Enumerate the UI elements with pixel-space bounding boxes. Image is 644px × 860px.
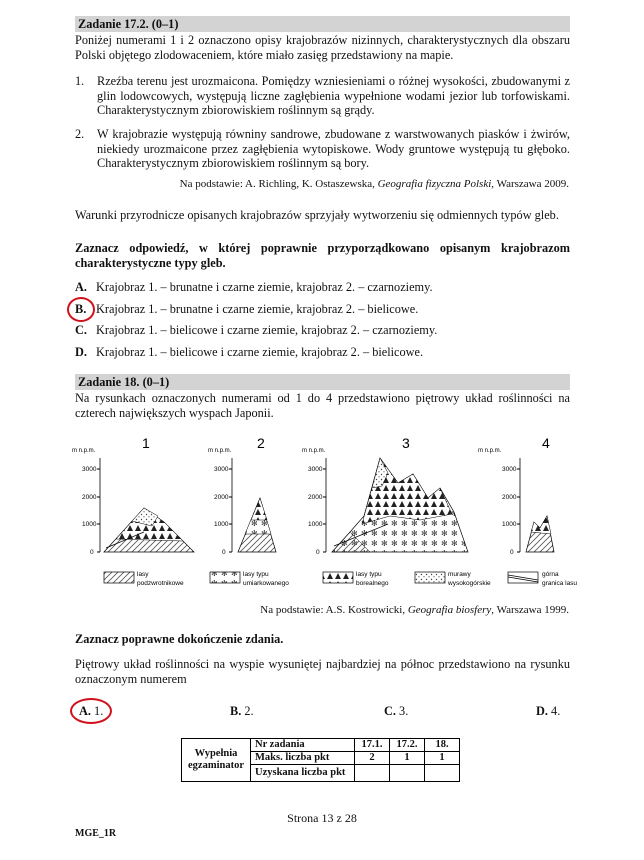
legend-temperate-line1: lasy typu <box>243 571 269 578</box>
source-17 <box>180 177 569 192</box>
answer-18-a-text: 1. <box>94 704 104 718</box>
panel-3-tick-3000: 3000 <box>308 466 323 473</box>
vegetation-zones-figure <box>70 428 580 598</box>
option-17-d-letter: D. <box>75 345 87 359</box>
answer-circle-18 <box>70 698 112 724</box>
source-17-title: Geografia fizyczna Polski <box>377 178 492 190</box>
score-max-18: 1 <box>425 752 460 765</box>
task-17-2-instruction: Zaznacz odpowiedź, w której poprawnie przyporządkowano opisanym krajobrazom charakterystyczne typy gleb. <box>75 241 570 270</box>
task-18-header: Zadanie 18. (0–1) <box>75 374 570 390</box>
panel-2-tick-1000: 1000 <box>214 521 229 528</box>
exam-code: MGE_1R <box>75 828 117 839</box>
description-2-text: W krajobrazie występują równiny sandrowe, zbudowane z warstwowanych piasków i żwirów, niekiedy urozmaicone przez zagłębienia wytopiskowe. Wody gruntowe występują tu głęboko. Charakterystycznym zbiorowiskiem roślinnym są bory. <box>97 127 570 170</box>
score-task-18: 18. <box>425 739 460 752</box>
score-max-17-1: 2 <box>355 752 390 765</box>
panel-4-tick-0: 0 <box>510 549 514 556</box>
answer-18-b[interactable] <box>230 704 254 719</box>
panel-1-tick-2000: 2000 <box>82 494 97 501</box>
source-18 <box>260 603 569 618</box>
panel-4-unit: m n.p.m. <box>478 448 502 454</box>
score-table-side-label <box>182 739 251 782</box>
legend-temperate-line2: umiarkowanego <box>243 580 289 587</box>
score-task-17-2: 17.2. <box>390 739 425 752</box>
legend-treeline-line1: górna <box>542 571 559 578</box>
answer-18-d-text: 4. <box>551 704 561 718</box>
score-table <box>181 738 460 782</box>
task-18-instruction: Zaznacz poprawne dokończenie zdania. <box>75 632 284 646</box>
score-row-max-label: Maks. liczba pkt <box>251 752 355 765</box>
panel-3 <box>302 435 468 556</box>
option-17-a-letter: A. <box>75 280 87 294</box>
legend-alpine-line1: murawy <box>448 571 471 578</box>
panel-1-tick-3000: 3000 <box>82 466 97 473</box>
answer-18-c-text: 3. <box>399 704 409 718</box>
task-17-2-header: Zadanie 17.2. (0–1) <box>75 16 570 32</box>
legend-subtropical-line2: podzwrotnikowe <box>137 580 184 587</box>
answer-18-b-text: 2. <box>244 704 254 718</box>
task-17-2-intro: Poniżej numerami 1 i 2 oznaczono opisy krajobrazów nizinnych, charakterystycznych dla obszaru Polski objętego zlodowaceniem, które miało zasięg przedstawiony na mapie. <box>75 33 570 62</box>
figure-legend <box>104 571 577 587</box>
panel-1-tick-1000: 1000 <box>82 521 97 528</box>
answer-18-c-letter: C. <box>384 704 396 718</box>
panel-1-tick-0: 0 <box>90 549 94 556</box>
panel-2-unit: m n.p.m. <box>208 448 232 454</box>
option-17-c-text: Krajobraz 1. – bielicowe i czarne ziemie, krajobraz 2. – czarnoziemy. <box>96 323 438 337</box>
score-task-17-1: 17.1. <box>355 739 390 752</box>
answer-18-b-letter: B. <box>230 704 242 718</box>
score-row-obtained-label: Uzyskana liczba pkt <box>251 765 355 782</box>
score-side-label-2: egzaminator <box>188 760 244 771</box>
answer-18-d-letter: D. <box>536 704 548 718</box>
panel-4-tick-3000: 3000 <box>502 466 517 473</box>
option-17-b-text: Krajobraz 1. – brunatne i czarne ziemie, krajobraz 2. – bielicowe. <box>96 302 419 316</box>
source-17-post: , Warszawa 2009. <box>491 178 569 190</box>
legend-boreal-line2: borealnego <box>356 580 389 587</box>
panel-2 <box>208 435 276 556</box>
option-17-b-letter: B. <box>75 302 87 316</box>
panel-4 <box>478 435 554 556</box>
source-18-post: , Warszawa 1999. <box>491 604 569 616</box>
answer-circle-17 <box>67 297 95 322</box>
panel-3-number: 3 <box>402 435 410 451</box>
panel-4-tick-2000: 2000 <box>502 494 517 501</box>
panel-4-number: 4 <box>542 435 550 451</box>
task-17-2-context: Warunki przyrodnicze opisanych krajobrazów sprzyjały wytworzeniu się odmiennych typów gleb. <box>75 208 559 222</box>
legend-alpine-line2: wysokogórskie <box>448 580 491 587</box>
panel-1 <box>72 435 194 556</box>
answer-18-c[interactable] <box>384 704 408 719</box>
score-obtained-17-2[interactable] <box>390 765 425 782</box>
option-17-a[interactable] <box>75 280 570 295</box>
option-17-d-text: Krajobraz 1. – bielicowe i czarne ziemie, krajobraz 2. – bielicowe. <box>96 345 424 359</box>
answer-18-d[interactable] <box>536 704 560 719</box>
panel-2-number: 2 <box>257 435 265 451</box>
answer-18-a-letter: A. <box>79 704 91 718</box>
panel-3-tick-2000: 2000 <box>308 494 323 501</box>
legend-boreal-line1: lasy typu <box>356 571 382 578</box>
source-18-pre: Na podstawie: A.S. Kostrowicki, <box>260 604 408 616</box>
page-number: Strona 13 z 28 <box>287 811 357 825</box>
task-18-stem: Piętrowy układ roślinności na wyspie wysuniętej najbardziej na północ przedstawiono na rysunku oznaczonym numerem <box>75 657 570 686</box>
task-18-intro: Na rysunkach oznaczonych numerami od 1 do 4 przedstawiono piętrowy układ roślinności na czterech największych wyspach Japonii. <box>75 391 570 420</box>
source-18-title: Geografia biosfery <box>407 604 492 616</box>
option-17-d[interactable] <box>75 345 570 360</box>
description-1-text: Rzeźba terenu jest urozmaicona. Pomiędzy wzniesieniami o różnej wysokości, zbudowanymi z glin lodowcowych, występują liczne zagłębienia wypełnione wodami jezior lub torfowiskami. Charakterystycznym zbiorowiskiem roślinnym są grądy. <box>97 74 570 117</box>
description-1-number: 1. <box>75 74 85 88</box>
score-side-label-1: Wypełnia <box>194 748 238 759</box>
score-max-17-2: 1 <box>390 752 425 765</box>
description-2-number: 2. <box>75 127 85 141</box>
legend-treeline-line2: granica lasu <box>542 580 578 587</box>
legend-subtropical-line1: lasy <box>137 571 149 578</box>
panel-3-tick-1000: 1000 <box>308 521 323 528</box>
panel-1-number: 1 <box>142 435 150 451</box>
option-17-c[interactable] <box>75 323 570 338</box>
panel-3-tick-0: 0 <box>316 549 320 556</box>
panel-2-tick-0: 0 <box>222 549 226 556</box>
option-17-a-text: Krajobraz 1. – brunatne i czarne ziemie, krajobraz 2. – czarnoziemy. <box>96 280 433 294</box>
score-obtained-17-1[interactable] <box>355 765 390 782</box>
panel-1-unit: m n.p.m. <box>72 448 96 454</box>
panel-3-unit: m n.p.m. <box>302 448 326 454</box>
panel-2-tick-2000: 2000 <box>214 494 229 501</box>
panel-2-tick-3000: 3000 <box>214 466 229 473</box>
option-17-c-letter: C. <box>75 323 87 337</box>
option-17-b[interactable] <box>75 302 570 317</box>
score-obtained-18[interactable] <box>425 765 460 782</box>
score-row-task-label: Nr zadania <box>251 739 355 752</box>
panel-4-tick-1000: 1000 <box>502 521 517 528</box>
source-17-pre: Na podstawie: A. Richling, K. Ostaszewska, <box>179 178 378 190</box>
